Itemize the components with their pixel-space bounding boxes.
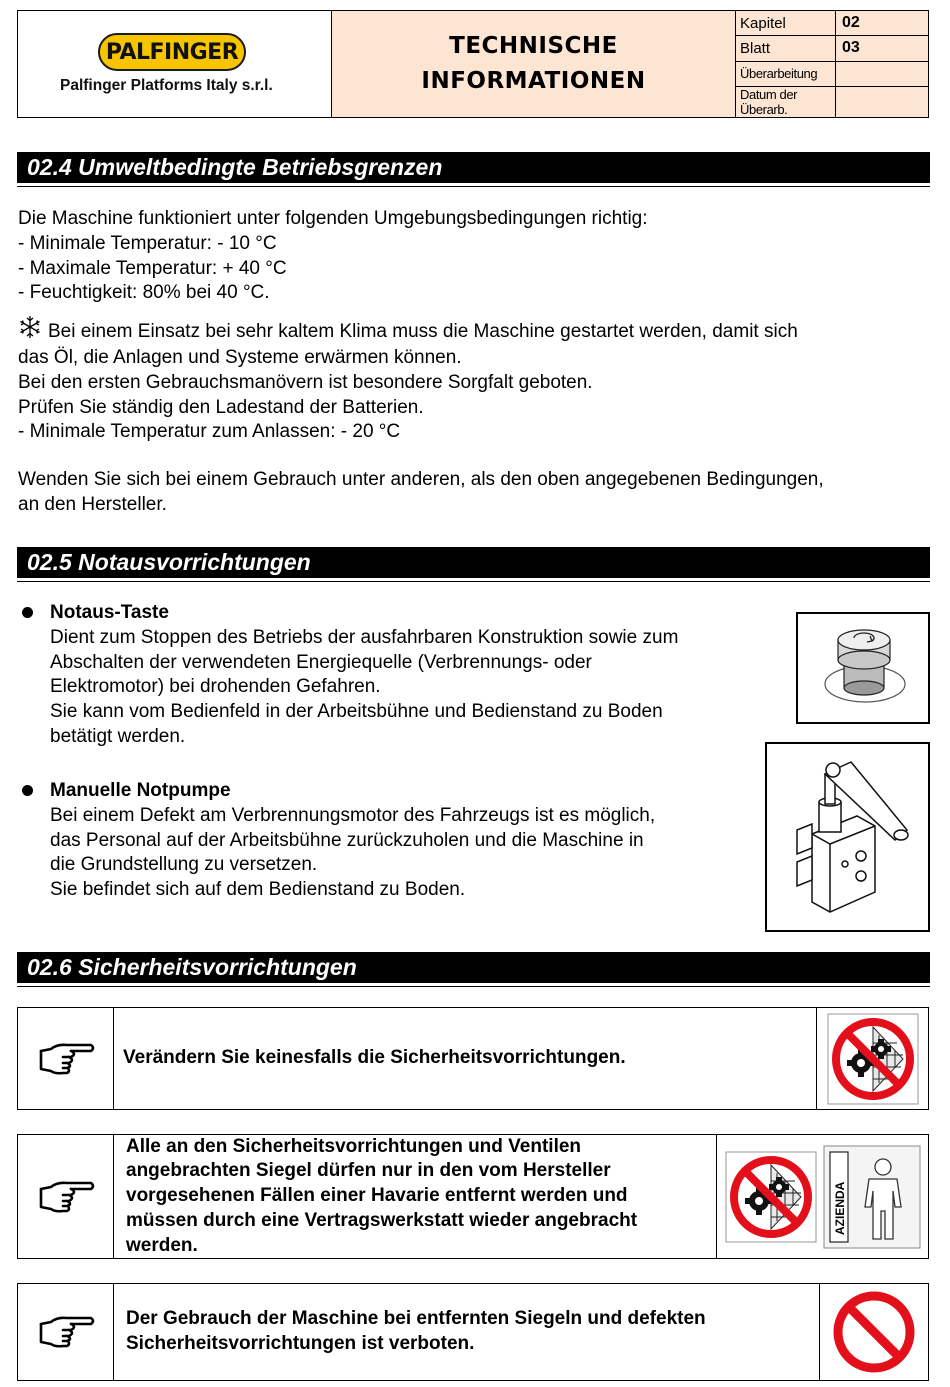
bullet-icon — [22, 785, 33, 796]
safety-note — [17, 1283, 929, 1381]
cold-line-2: das Öl, die Anlagen und Systeme erwärmen können. — [18, 347, 462, 368]
contact-manufacturer-note — [18, 468, 930, 518]
safety-note — [17, 1007, 929, 1110]
note-text — [114, 1008, 817, 1109]
info-row-revision — [736, 62, 928, 87]
contact-line-2: an den Hersteller. — [18, 493, 167, 515]
note-sign-cell — [717, 1135, 928, 1258]
info-value: 02 — [842, 14, 860, 32]
info-value: 03 — [842, 39, 860, 57]
sign-label: AZIENDA — [832, 1181, 847, 1235]
note-line: Der Gebrauch der Maschine bei entfernten Siegeln und defekten — [126, 1308, 706, 1330]
pointing-hand-icon — [37, 1041, 95, 1077]
bullet-icon — [22, 607, 33, 618]
cold-line-5: - Minimale Temperatur zum Anlassen: - 20 °C — [18, 421, 401, 443]
snowflake-icon — [18, 315, 42, 339]
cold-line-4: Prüfen Sie ständig den Ladestand der Batterien. — [18, 396, 424, 418]
manual-pump-image — [765, 742, 930, 932]
info-value — [836, 87, 928, 117]
contact-line-1: Wenden Sie sich bei einem Gebrauch unter anderen, als den oben angegebenen Bedingungen, — [18, 469, 824, 490]
no-tampering-sign-icon — [725, 1151, 817, 1243]
info-label: Blatt — [736, 36, 836, 60]
note-sign-cell — [817, 1008, 928, 1109]
condition-min-temp: - Minimale Temperatur: - 10 °C — [18, 232, 277, 254]
emergency-stop-line: Abschalten der verwendeten Energiequelle (Verbrennungs- oder — [50, 651, 592, 673]
manual-pump-block — [50, 779, 655, 903]
manual-pump-line: Bei einem Defekt am Verbrennungsmotor des Fahrzeugs ist es möglich, — [50, 804, 656, 826]
emergency-stop-title: Notaus-Taste — [50, 602, 169, 623]
company-logo-cell — [18, 11, 332, 117]
note-icon-cell — [18, 1135, 114, 1258]
emergency-stop-line: Elektromotor) bei drohenden Gefahren. — [50, 676, 381, 698]
manual-pump-line: die Grundstellung zu versetzen. — [50, 854, 318, 876]
safety-note — [17, 1134, 929, 1259]
note-text — [114, 1284, 820, 1380]
info-value — [836, 62, 928, 86]
note-line: müssen durch eine Vertragswerkstatt wieder angebracht — [126, 1209, 638, 1231]
pointing-hand-icon — [37, 1314, 95, 1350]
company-name: Palfinger Platforms Italy s.r.l. — [60, 77, 273, 94]
info-row-revision-date — [736, 87, 928, 117]
info-label: Überarbeitung — [736, 62, 836, 86]
document-title — [332, 11, 736, 117]
cold-climate-note — [18, 315, 930, 445]
authorized-personnel-sign-icon — [823, 1145, 921, 1249]
palfinger-logo: PALFINGER — [98, 33, 246, 71]
note-text — [114, 1135, 717, 1258]
document-info-table — [736, 11, 928, 117]
emergency-stop-button-image — [796, 612, 930, 724]
info-label: Datum der Überarb. — [736, 87, 836, 117]
intro-text: Die Maschine funktioniert unter folgenden Umgebungsbedingungen richtig: — [18, 208, 648, 229]
title-line-1: TECHNISCHE — [449, 33, 618, 59]
emergency-stop-block — [50, 601, 678, 750]
manual-pump-line: das Personal auf der Arbeitsbühne zurückzuholen und die Maschine in — [50, 829, 644, 851]
section-heading-02-4: 02.4 Umweltbedingte Betriebsgrenzen — [17, 152, 930, 183]
pointing-hand-icon — [37, 1179, 95, 1215]
condition-humidity: - Feuchtigkeit: 80% bei 40 °C. — [18, 282, 270, 304]
section-heading-02-6: 02.6 Sicherheitsvorrichtungen — [17, 952, 930, 983]
environment-conditions — [18, 207, 930, 306]
note-line: Alle an den Sicherheitsvorrichtungen und Ventilen — [126, 1135, 582, 1157]
note-line: angebrachten Siegel dürfen nur in den vom Hersteller — [126, 1160, 611, 1182]
info-row-kapitel — [736, 11, 928, 36]
prohibition-sign-icon — [831, 1289, 917, 1375]
info-label: Kapitel — [736, 11, 836, 35]
note-icon-cell — [18, 1008, 114, 1109]
cold-line-1: Bei einem Einsatz bei sehr kaltem Klima muss die Maschine gestartet werden, damit sich — [48, 321, 798, 342]
no-tampering-sign-icon — [827, 1013, 919, 1105]
title-line-2: INFORMATIONEN — [421, 68, 646, 94]
section-heading-02-5: 02.5 Notausvorrichtungen — [17, 547, 930, 578]
note-line: Verändern Sie keinesfalls die Sicherheitsvorrichtungen. — [123, 1047, 626, 1069]
emergency-stop-line: Dient zum Stoppen des Betriebs der ausfahrbaren Konstruktion sowie zum — [50, 626, 679, 648]
manual-pump-line: Sie befindet sich auf dem Bedienstand zu Boden. — [50, 879, 466, 901]
note-line: werden. — [126, 1234, 198, 1256]
note-icon-cell — [18, 1284, 114, 1380]
cold-line-3: Bei den ersten Gebrauchsmanövern ist besondere Sorgfalt geboten. — [18, 371, 593, 393]
info-row-blatt — [736, 36, 928, 61]
emergency-stop-line: Sie kann vom Bedienfeld in der Arbeitsbühne und Bedienstand zu Boden — [50, 701, 663, 723]
manual-pump-title: Manuelle Notpumpe — [50, 780, 231, 801]
condition-max-temp: - Maximale Temperatur: + 40 °C — [18, 257, 287, 279]
emergency-stop-line: betätigt werden. — [50, 725, 186, 747]
note-sign-cell — [820, 1284, 928, 1380]
note-line: Sicherheitsvorrichtungen ist verboten. — [126, 1333, 475, 1354]
note-line: vorgesehenen Fällen einer Havarie entfernt werden und — [126, 1185, 628, 1207]
page-header — [17, 10, 929, 118]
